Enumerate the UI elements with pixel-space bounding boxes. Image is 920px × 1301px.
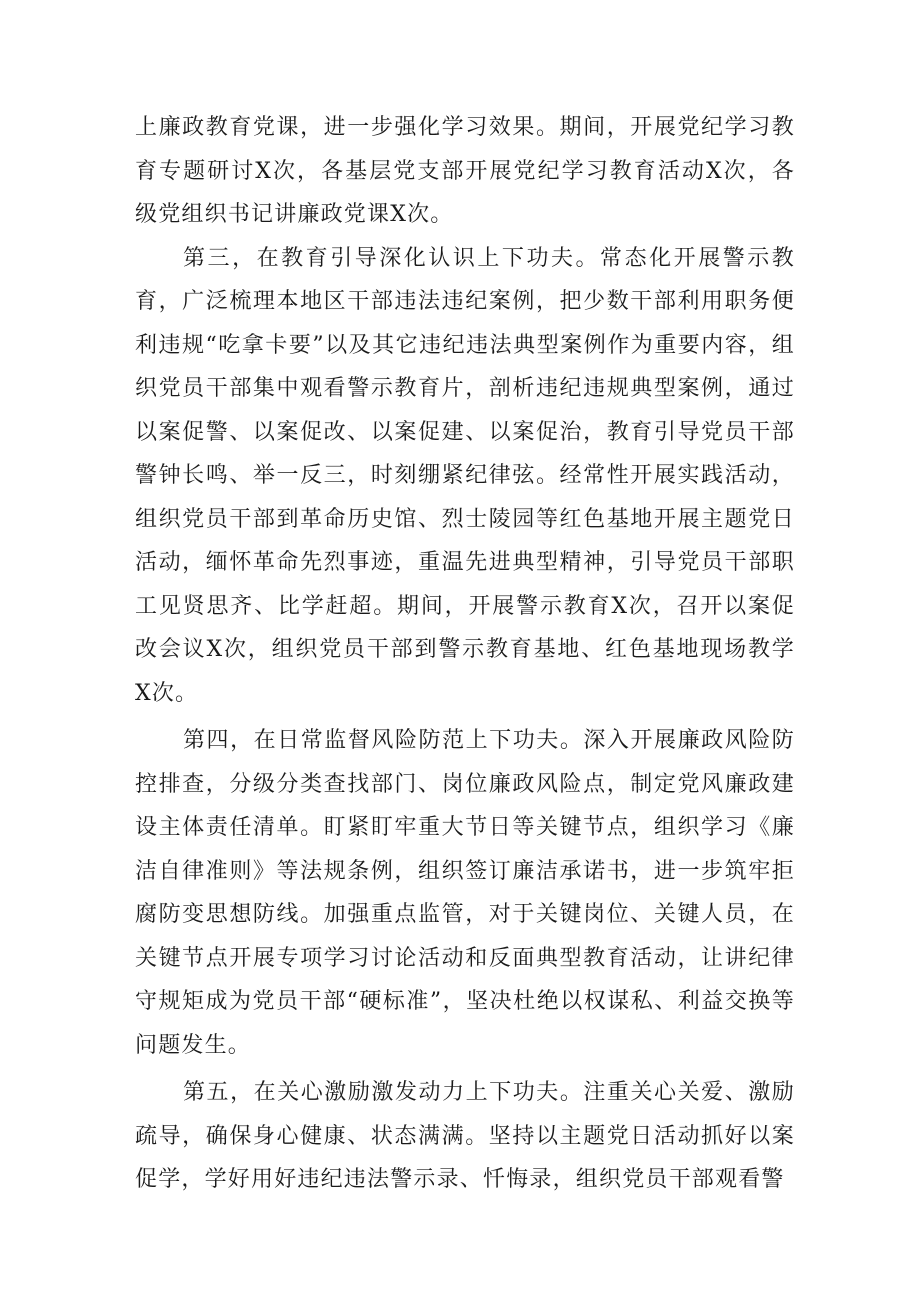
paragraph-continuation: 上廉政教育党课，进一步强化学习效果。期间，开展党纪学习教育专题研讨X次，各基层党支部开展党纪学习教育活动X次，各级党组织书记讲廉政党课X次。	[135, 115, 795, 227]
document-body	[135, 106, 795, 1202]
paragraph-third-point: 第三，在教育引导深化认识上下功夫。常态化开展警示教育，广泛梳理本地区干部违法违纪案例，把少数干部利用职务便利违规“吃拿卡要”以及其它违纪违法典型案例作为重要内容，组织党员干部集中观看警示教育片，剖析违纪违规典型案例，通过以案促警、以案促改、以案促建、以案促治，教育引导党员干部警钟长鸣、举一反三，时刻绷紧纪律弦。经常性开展实践活动，组织党员干部到革命历史馆、烈士陵园等红色基地开展主题党日活动，缅怀革命先烈事迹，重温先进典型精神，引导党员干部职工见贤思齐、比学赶超。期间，开展警示教育X次，召开以案促改会议X次，组织党员干部到警示教育基地、红色基地现场教学X次。	[135, 245, 795, 706]
paragraph-fourth-point: 第四，在日常监督风险防范上下功夫。深入开展廉政风险防控排查，分级分类查找部门、岗位廉政风险点，制定党风廉政建设主体责任清单。盯紧盯牢重大节日等关键节点，组织学习《廉洁自律准则》等法规条例，组织签订廉洁承诺书，进一步筑牢拒腐防变思想防线。加强重点监管，对于关键岗位、关键人员，在关键节点开展专项学习讨论活动和反面典型教育活动，让讲纪律守规矩成为党员干部“硬标准”，坚决杜绝以权谋私、利益交换等问题发生。	[135, 728, 795, 1058]
paragraph-fifth-point: 第五，在关心激励激发动力上下功夫。注重关心关爱、激励疏导，确保身心健康、状态满满。坚持以主题党日活动抓好以案促学，学好用好违纪违法警示录、忏悔录，组织党员干部观看警	[135, 1080, 795, 1192]
